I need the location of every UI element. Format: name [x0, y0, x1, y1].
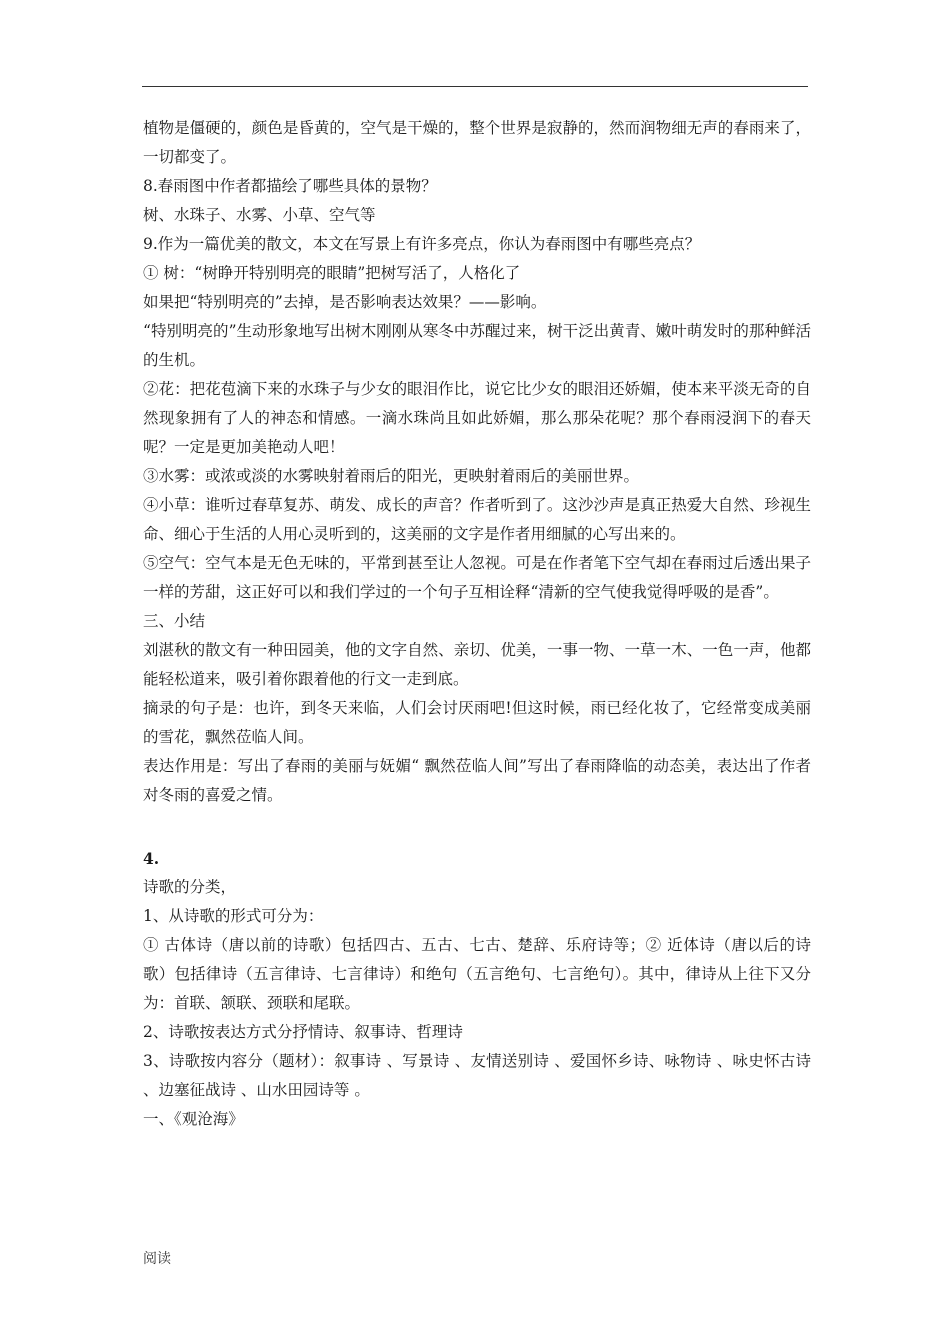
header-rule [142, 86, 808, 87]
page-footer: 阅读 [143, 1251, 171, 1267]
paragraph: 2、诗歌按表达方式分抒情诗、叙事诗、哲理诗 [143, 1023, 463, 1041]
paragraph: 诗歌的分类， [143, 878, 237, 896]
answer-8: 树、水珠子、水雾、小草、空气等 [143, 206, 376, 224]
spacer [143, 810, 811, 844]
document-body [143, 114, 811, 1134]
point-flower: ②花：把花苞滴下来的水珠子与少女的眼泪作比，说它比少女的眼泪还娇媚，使本来平淡无奇的自然现象拥有了人的神态和情感。一滴水珠尚且如此娇媚，那么那朵花呢？那个春雨浸润下的春天呢？一定是更加美艳动人吧！ [143, 380, 811, 456]
point-grass: ④小草：谁听过春草复苏、萌发、成长的声音？作者听到了。这沙沙声是真正热爱大自然、珍视生命、细心于生活的人用心灵听到的，这美丽的文字是作者用细腻的心写出来的。 [143, 496, 811, 543]
point-mist: ③水雾：或浓或淡的水雾映射着雨后的阳光，更映射着雨后的美丽世界。 [143, 467, 640, 485]
paragraph: 如果把“特别明亮的”去掉，是否影响表达效果？——影响。 [143, 293, 547, 311]
point-air: ⑤空气：空气本是无色无味的，平常到甚至让人忽视。可是在作者笔下空气却在春雨过后透出果子一样的芳甜，这正好可以和我们学过的一个句子互相诠释“清新的空气使我觉得呼吸的是香”。 [143, 554, 811, 601]
section-number: 4. [143, 849, 160, 868]
paragraph: ① 古体诗（唐以前的诗歌）包括四古、五古、七古、楚辞、乐府诗等；② 近体诗（唐以后的诗歌）包括律诗（五言律诗、七言律诗）和绝句（五言绝句、七言绝句）。其中，律诗从上往下又分为：首联、颔联、颈联和尾联。 [143, 936, 811, 1012]
paragraph: 刘湛秋的散文有一种田园美，他的文字自然、亲切、优美，一事一物、一草一木、一色一声，他都能轻松道来，吸引着你跟着他的行文一走到底。 [143, 641, 811, 688]
paragraph: 3、诗歌按内容分（题材）：叙事诗 、写景诗 、友情送别诗 、爱国怀乡诗、咏物诗 、咏史怀古诗 、边塞征战诗 、山水田园诗等 。 [143, 1052, 811, 1099]
paragraph: 摘录的句子是：也许，到冬天来临，人们会讨厌雨吧!但这时候，雨已经化妆了，它经常变成美丽的雪花，飘然莅临人间。 [143, 699, 811, 746]
paragraph: “特别明亮的”生动形象地写出树木刚刚从寒冬中苏醒过来，树干泛出黄青、嫩叶萌发时的那种鲜活的生机。 [143, 322, 811, 369]
section-heading-poem: 一、《观沧海》 [143, 1110, 244, 1128]
question-9: 9.作为一篇优美的散文，本文在写景上有许多亮点，你认为春雨图中有哪些亮点？ [143, 235, 701, 253]
paragraph: 1、从诗歌的形式可分为： [143, 907, 324, 925]
question-8: 8.春雨图中作者都描绘了哪些具体的景物？ [143, 177, 437, 195]
section-heading-summary: 三、小结 [143, 612, 206, 630]
paragraph: 植物是僵硬的，颜色是昏黄的，空气是干燥的，整个世界是寂静的，然而润物细无声的春雨来了，一切都变了。 [143, 119, 811, 166]
paragraph: 表达作用是：写出了春雨的美丽与妩媚“ 飘然莅临人间”写出了春雨降临的动态美，表达出了作者对冬雨的喜爱之情。 [143, 757, 811, 804]
point-tree: ① 树：“树睁开特别明亮的眼睛”把树写活了，人格化了 [143, 264, 521, 282]
